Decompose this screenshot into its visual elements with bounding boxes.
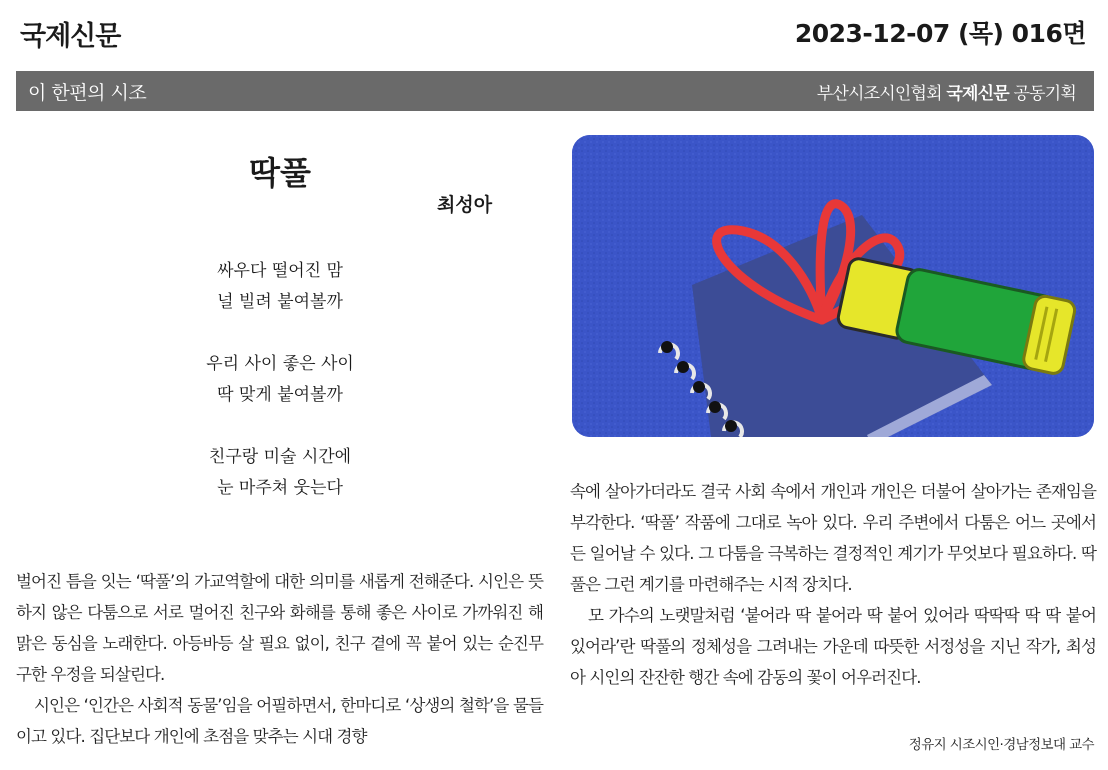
poem-stanza <box>0 349 560 411</box>
commentary-left-column <box>16 566 543 752</box>
poem-line: 친구랑 미술 시간에 <box>208 447 352 467</box>
glue-stick-illustration <box>572 135 1094 437</box>
commentary-paragraph: 시인은 ‘인간은 사회적 동물’임을 어필하면서, 한마디로 ‘상생의 철학’을 물들이고 있다. 집단보다 개인에 초점을 맞추는 시대 경향 <box>16 696 543 746</box>
sponsor-line <box>817 79 1076 104</box>
poem-stanza <box>0 256 560 318</box>
poem-author: 최성아 <box>437 194 493 216</box>
commentary-right-column <box>570 476 1096 693</box>
commentator-credit: 정유지 시조시인·경남정보대 교수 <box>908 737 1094 753</box>
sponsor-suffix: 공동기획 <box>1013 83 1076 104</box>
poem-title: 딱풀 <box>249 154 311 192</box>
sponsor-prefix: 부산시조시인협회 <box>816 83 942 104</box>
section-title: 이 한편의 시조 <box>28 81 147 104</box>
commentary-paragraph: 모 가수의 노랫말처럼 ‘붙어라 딱 붙어라 딱 붙어 있어라 딱딱딱 딱 딱 붙어 있어라’란 딱풀의 정체성을 그려내는 가운데 따뜻한 서정성을 지닌 작가, 최성아 시인의 잔잔한 행간 속에 감동의 꽃이 어우러진다. <box>570 606 1096 687</box>
commentary-paragraph: 벌어진 틈을 잇는 ‘딱풀’의 가교역할에 대한 의미를 새롭게 전해준다. 시인은 뜻하지 않은 다툼으로 서로 멀어진 친구와 화해를 통해 좋은 사이로 가까워진 해맑은 동심을 노래한다. 아등바등 살 필요 없이, 친구 곁에 꼭 붙어 있는 순진무구한 우정을 되살린다. <box>16 572 543 684</box>
poem-line: 딱 맞게 붙여볼까 <box>217 385 343 405</box>
newspaper-masthead: 국제신문 <box>20 21 121 52</box>
issue-date-page: 2023-12-07 (목) 016면 <box>794 19 1086 48</box>
poem-line: 눈 마주쳐 웃는다 <box>217 478 343 498</box>
illustration-art <box>572 135 1094 437</box>
poem-line: 우리 사이 좋은 사이 <box>206 354 354 374</box>
poem-line: 널 빌려 붙여볼까 <box>217 292 343 312</box>
poem-stanza <box>0 442 560 504</box>
poem-line: 싸우다 떨어진 맘 <box>217 261 343 281</box>
commentary-paragraph: 속에 살아가더라도 결국 사회 속에서 개인과 개인은 더불어 살아가는 존재임을 부각한다. ‘딱풀’ 작품에 그대로 녹아 있다. 우리 주변에서 다툼은 어느 곳에서든 일어날 수 있다. 그 다툼을 극복하는 결정적인 계기가 무엇보다 필요하다. 딱풀은 그런 계기를 마련해주는 시적 장치다. <box>570 482 1096 594</box>
sponsor-paper: 국제신문 <box>946 83 1009 104</box>
section-banner <box>16 71 1094 111</box>
poem-body <box>0 256 560 535</box>
